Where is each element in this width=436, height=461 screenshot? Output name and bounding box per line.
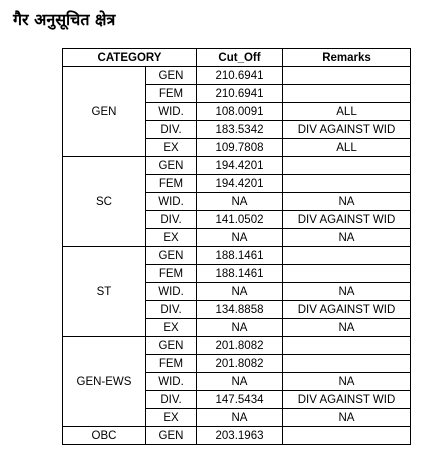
remarks-cell: NA xyxy=(283,193,411,211)
cutoff-cell: NA xyxy=(197,283,283,301)
category-cell: GEN xyxy=(63,67,146,157)
category-cell: SC xyxy=(63,157,146,247)
table-row xyxy=(63,337,411,355)
subcategory-cell: EX xyxy=(146,139,197,157)
cutoff-cell: 210.6941 xyxy=(197,85,283,103)
cutoff-cell: 188.1461 xyxy=(197,247,283,265)
table-row xyxy=(63,247,411,265)
category-cell: GEN-EWS xyxy=(63,337,146,427)
table-body xyxy=(63,67,411,445)
cutoff-cell: NA xyxy=(197,409,283,427)
remarks-cell xyxy=(283,157,411,175)
remarks-cell: DIV AGAINST WID xyxy=(283,121,411,139)
remarks-cell xyxy=(283,337,411,355)
subcategory-cell: FEM xyxy=(146,85,197,103)
remarks-cell: NA xyxy=(283,373,411,391)
cutoff-cell: 109.7808 xyxy=(197,139,283,157)
cutoff-cell: NA xyxy=(197,373,283,391)
cutoff-cell: NA xyxy=(197,229,283,247)
remarks-cell: DIV AGAINST WID xyxy=(283,391,411,409)
subcategory-cell: GEN xyxy=(146,337,197,355)
cutoff-cell: 141.0502 xyxy=(197,211,283,229)
subcategory-cell: EX xyxy=(146,319,197,337)
table-row xyxy=(63,67,411,85)
subcategory-cell: FEM xyxy=(146,265,197,283)
remarks-cell xyxy=(283,85,411,103)
subcategory-cell: WID. xyxy=(146,193,197,211)
cutoff-cell: 203.1963 xyxy=(197,427,283,445)
cutoff-cell: 194.4201 xyxy=(197,157,283,175)
subcategory-cell: WID. xyxy=(146,103,197,121)
category-cell: ST xyxy=(63,247,146,337)
cutoff-cell: 183.5342 xyxy=(197,121,283,139)
remarks-cell: NA xyxy=(283,229,411,247)
subcategory-cell: DIV. xyxy=(146,391,197,409)
cutoff-cell: 108.0091 xyxy=(197,103,283,121)
subcategory-cell: WID. xyxy=(146,373,197,391)
cutoff-table xyxy=(62,48,411,445)
table-header-row xyxy=(63,49,411,67)
subcategory-cell: EX xyxy=(146,409,197,427)
remarks-cell: NA xyxy=(283,319,411,337)
table-row xyxy=(63,427,411,445)
remarks-cell xyxy=(283,355,411,373)
cutoff-cell: 194.4201 xyxy=(197,175,283,193)
remarks-cell: DIV AGAINST WID xyxy=(283,211,411,229)
subcategory-cell: DIV. xyxy=(146,121,197,139)
cutoff-cell: 134.8858 xyxy=(197,301,283,319)
subcategory-cell: FEM xyxy=(146,175,197,193)
remarks-cell: DIV AGAINST WID xyxy=(283,301,411,319)
cutoff-cell: 210.6941 xyxy=(197,67,283,85)
remarks-cell: ALL xyxy=(283,103,411,121)
remarks-cell: NA xyxy=(283,283,411,301)
remarks-cell xyxy=(283,427,411,445)
remarks-cell xyxy=(283,175,411,193)
cutoff-cell: 147.5434 xyxy=(197,391,283,409)
subcategory-cell: EX xyxy=(146,229,197,247)
subcategory-cell: GEN xyxy=(146,67,197,85)
subcategory-cell: GEN xyxy=(146,157,197,175)
subcategory-cell: DIV. xyxy=(146,211,197,229)
subcategory-cell: WID. xyxy=(146,283,197,301)
header-remarks: Remarks xyxy=(283,49,411,67)
header-cutoff: Cut_Off xyxy=(197,49,283,67)
page-title: गैर अनुसूचित क्षेत्र xyxy=(13,10,116,29)
cutoff-cell: 201.8082 xyxy=(197,337,283,355)
table-row xyxy=(63,157,411,175)
cutoff-cell: 201.8082 xyxy=(197,355,283,373)
header-category: CATEGORY xyxy=(63,49,197,67)
remarks-cell xyxy=(283,265,411,283)
subcategory-cell: FEM xyxy=(146,355,197,373)
subcategory-cell: DIV. xyxy=(146,301,197,319)
remarks-cell xyxy=(283,67,411,85)
subcategory-cell: GEN xyxy=(146,427,197,445)
cutoff-cell: NA xyxy=(197,193,283,211)
cutoff-cell: NA xyxy=(197,319,283,337)
remarks-cell xyxy=(283,247,411,265)
remarks-cell: ALL xyxy=(283,139,411,157)
remarks-cell: NA xyxy=(283,409,411,427)
category-cell: OBC xyxy=(63,427,146,445)
cutoff-cell: 188.1461 xyxy=(197,265,283,283)
subcategory-cell: GEN xyxy=(146,247,197,265)
